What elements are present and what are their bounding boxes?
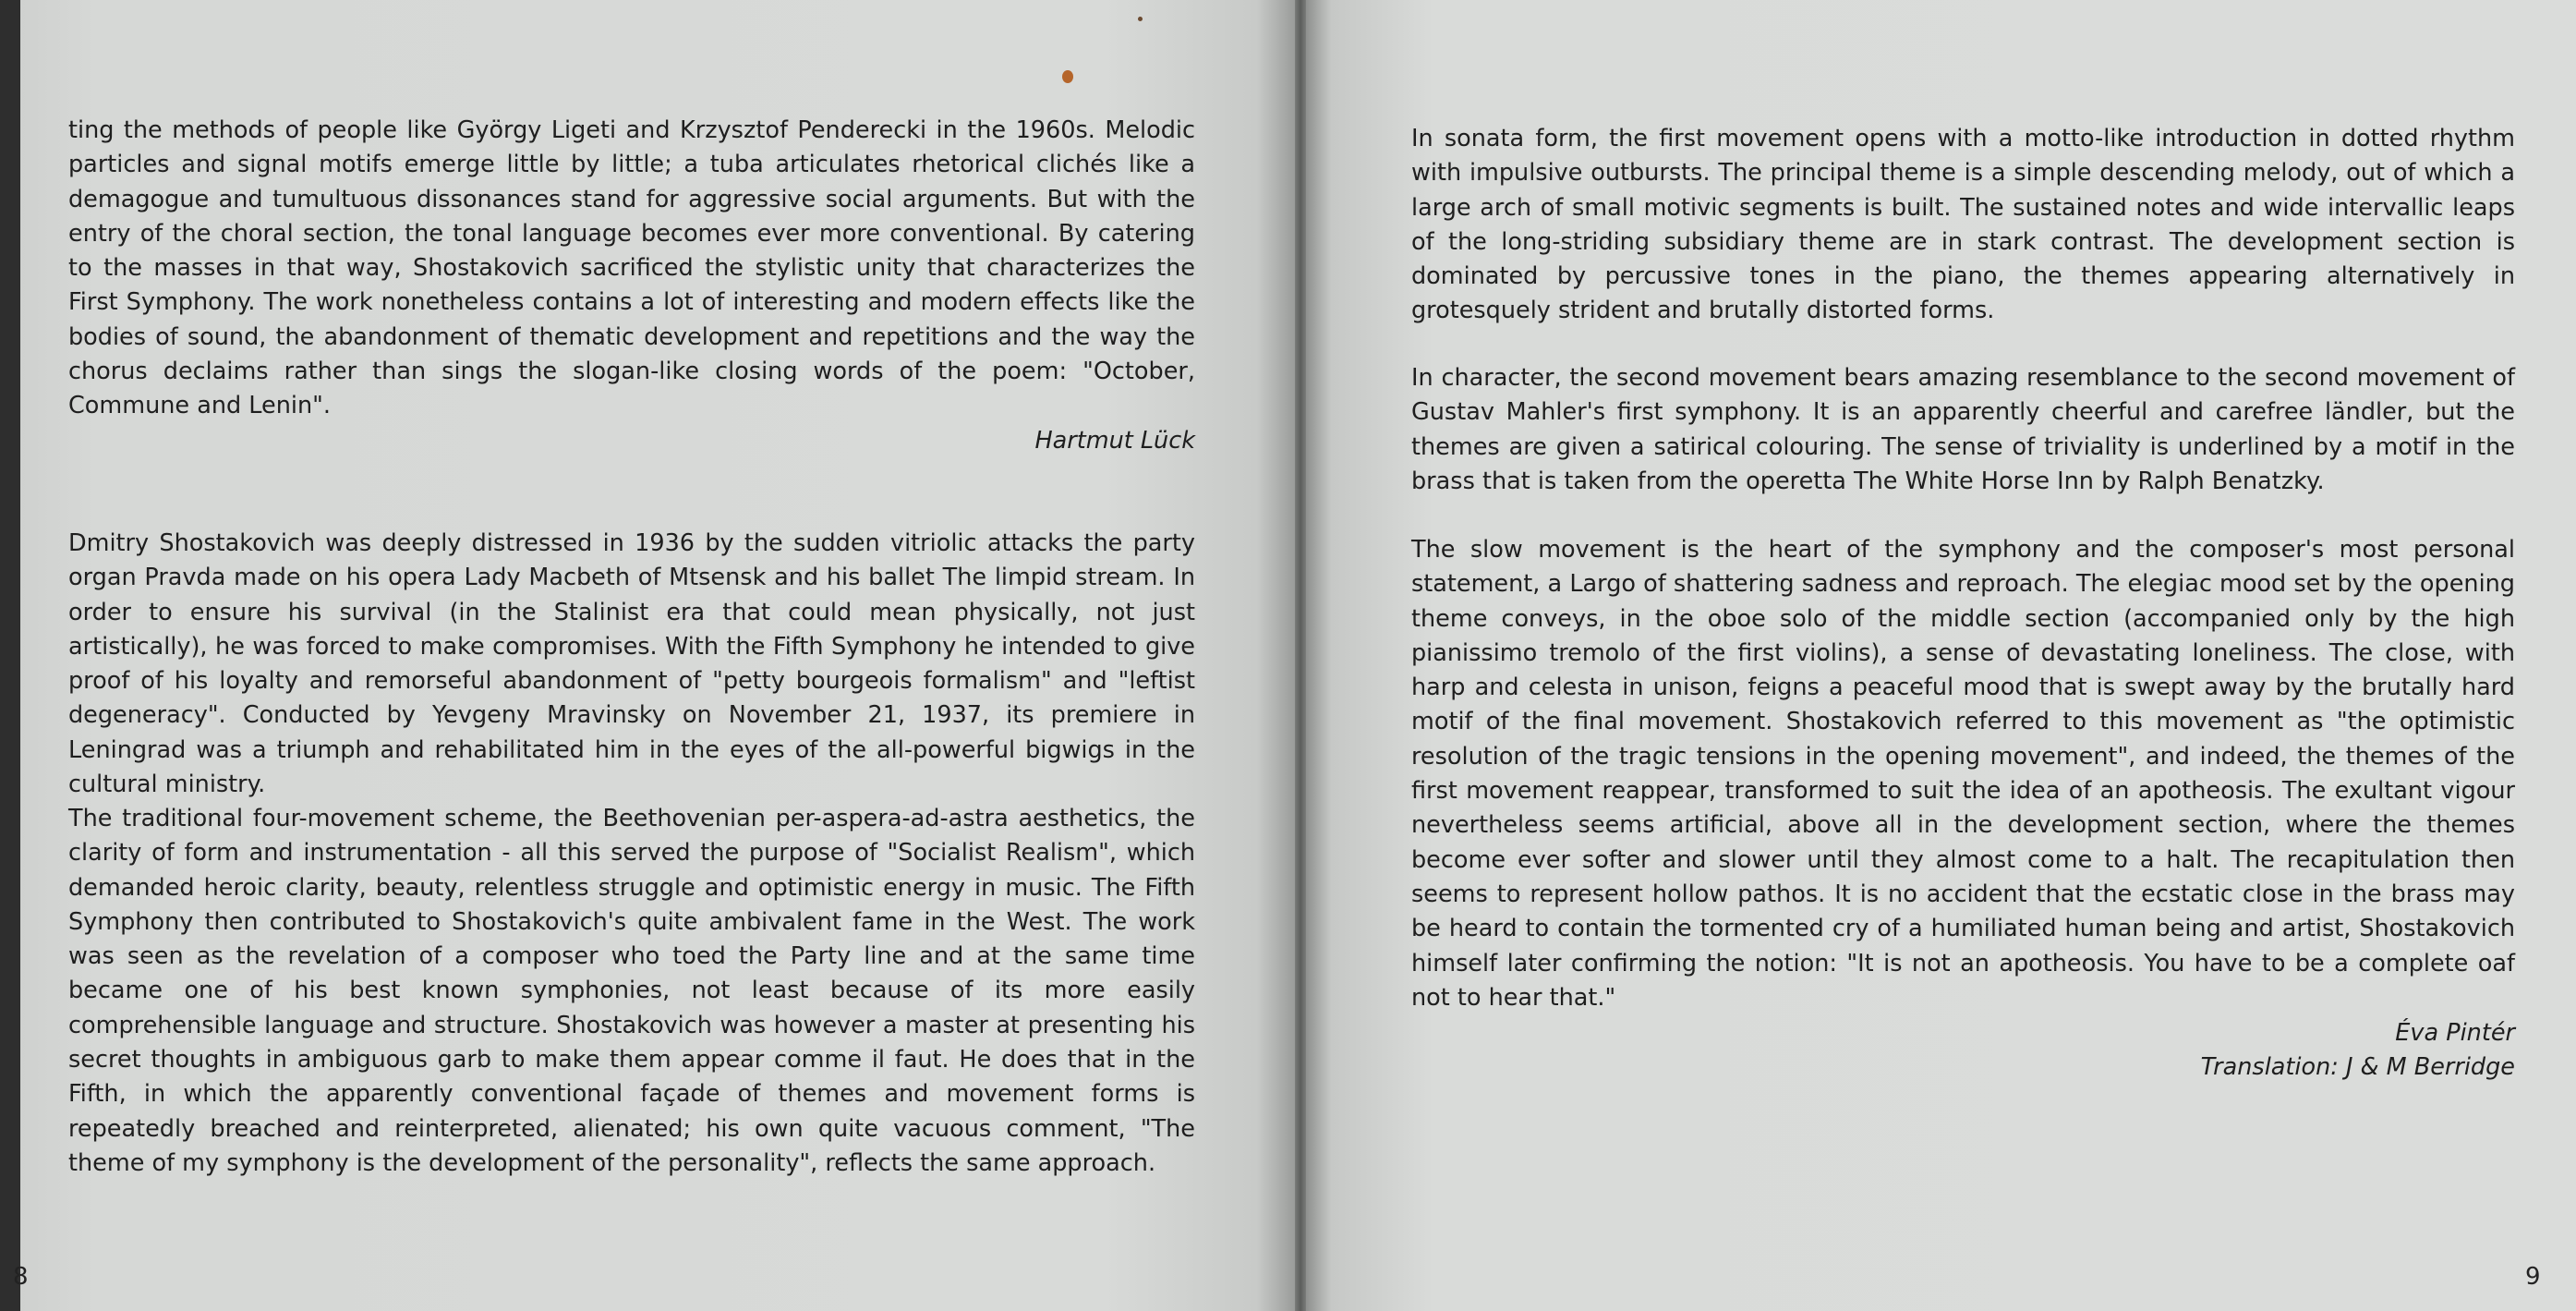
paragraph: The slow movement is the heart of the symphony and the composer's most personal statement, a Largo of shattering sadness and reproach. The elegiac mood set by the opening theme conveys, in the oboe solo of the middle section (accompanied only by the high pianissimo tremolo of the first violins), a sense of devastating loneliness. The close, with harp and celesta in unison, feigns a peaceful mood that is swept away by the brutally hard motif of the final movement. Shostakovich referred to this movement as "the optimistic resolution of the tragic tensions in the opening movement", and indeed, the themes of the first movement reappear, transformed to suit the idea of an apotheosis. The exultant vigour nevertheless seems artificial, above all in the development section, where the themes become ever softer and slower until they almost come to a halt. The recapitulation then seems to represent hollow pathos. It is no accident that the ecstatic close in the brass may be heard to contain the tormented cry of a humiliated human being and artist, Shostakovich himself later confirming the notion: "It is not an apotheosis. You have to be a complete oaf not to hear that." [1411,536,2515,1012]
left-page [13,0,1295,1311]
paragraph: In sonata form, the first movement opens with a motto-like introduction in dotted rhythm with impulsive outbursts. The principal theme is a simple descending melody, out of which a large arch of small motivic segments is built. The sustained notes and wide intervallic leaps of the long-striding subsidiary theme are in stark contrast. The development section is dominated by percussive tones in the piano, the themes appearing alternatively in grotesquely strident and brutally distorted forms. [1411,125,2515,325]
ink-spot [1062,70,1073,83]
page-number: 8 [13,1263,29,1291]
author-signature: Éva Pintér [2395,1019,2515,1047]
right-credits-block [1411,1016,2515,1086]
left-signature-block [68,424,1195,458]
left-text-block-3 [68,802,1195,1181]
translation-credit: Translation: J & M Berridge [2200,1053,2515,1082]
right-text-block-3 [1411,533,2515,1015]
paragraph: In character, the second movement bears amazing resemblance to the second movement of Gustav Mahler's first symphony. It is an apparently cheerful and carefree ländler, but the themes are given a satirical colouring. The sense of triviality is underlined by a motif in the brass that is taken from the operetta The White Horse Inn by Ralph Benatzky. [1411,364,2515,495]
paragraph: Dmitry Shostakovich was deeply distressed in 1936 by the sudden vitriolic attacks the party organ Pravda made on his opera Lady Macbeth of Mtsensk and his ballet The limpid stream. In order to ensure his survival (in the Stalinist era that could mean physically, not just artistically), he was forced to make compromises. With the Fifth Symphony he intended to give proof of his loyalty and remorseful abandonment of "petty bourgeois formalism" and "leftist degeneracy". Conducted by Yevgeny Mravinsky on November 21, 1937, its premiere in Leningrad was a triumph and rehabilitated him in the eyes of the all-powerful bigwigs in the cultural ministry. [68,529,1195,799]
ink-speck [1138,17,1143,21]
left-text-block-2 [68,527,1195,802]
right-text-block-1 [1411,122,2515,329]
paragraph: ting the methods of people like György Ligeti and Krzysztof Penderecki in the 1960s. Melodic particles and signal motifs emerge little by little; a tuba articulates rhetorical clichés like a demagogue and tumultuous dissonances stand for aggressive social arguments. But with the entry of the choral section, the tonal language becomes ever more conventional. By catering to the masses in that way, Shostakovich sacrificed the stylistic unity that characterizes the First Symphony. The work nonetheless contains a lot of interesting and modern effects like the bodies of sound, the abandonment of thematic development and repetitions and the way the chorus declaims rather than sings the slogan-like closing words of the poem: "October, Commune and Lenin". [68,116,1195,420]
right-text-block-2 [1411,361,2515,499]
right-page [1306,0,2576,1311]
book-gutter [1295,0,1306,1311]
paragraph: The traditional four-movement scheme, the Beethovenian per-aspera-ad-astra aesthetics, the clarity of form and instrumentation - all this served the purpose of "Socialist Realism", which demanded heroic clarity, beauty, relentless struggle and optimistic energy in music. The Fifth Symphony then contributed to Shostakovich's quite ambivalent fame in the West. The work was seen as the revelation of a composer who toed the Party line and at the same time became one of his best known symphonies, not least because of its more easily comprehensible language and structure. Shostakovich was however a master at presenting his secret thoughts in ambiguous garb to make them appear comme il faut. He does that in the Fifth, in which the apparently conventional façade of themes and movement forms is repeatedly breached and reinterpreted, alienated; his own quite vacuous comment, "The theme of my symphony is the development of the personality", reflects the same approach. [68,805,1195,1177]
author-signature: Hartmut Lück [1034,427,1195,455]
scan-edge [0,0,20,1311]
left-text-block-1 [68,114,1195,424]
page-number: 9 [2525,1263,2541,1291]
